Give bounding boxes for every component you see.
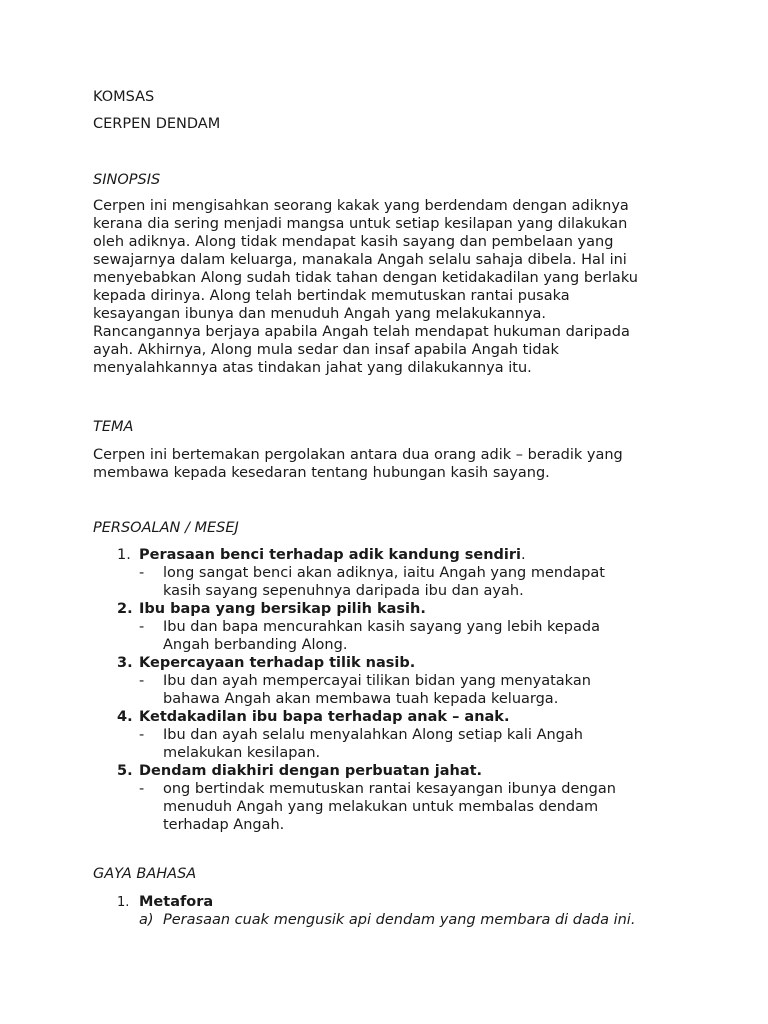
detail-line: ong bertindak memutuskan rantai kesayangan ibunya dengan — [163, 781, 616, 797]
gaya-bahasa-heading: GAYA BAHASA — [93, 866, 197, 882]
detail-line: Ibu dan bapa mencurahkan kasih sayang yang lebih kepada — [163, 619, 600, 635]
sinopsis-line: kerana dia sering menjadi mangsa untuk setiap kesilapan yang dilakukan — [93, 216, 628, 232]
dash-bullet: - — [139, 619, 145, 635]
list-item-title — [93, 546, 683, 564]
list-item — [93, 762, 683, 834]
example-text: Perasaan cuak mengusik api dendam yang membara di dada ini. — [163, 912, 636, 928]
list-item-title — [93, 762, 683, 780]
list-item-heading: Kepercayaan terhadap tilik nasib. — [139, 655, 416, 671]
detail-line: kasih sayang sepenuhnya daripada ibu dan ayah. — [163, 583, 524, 599]
list-item — [93, 600, 683, 654]
list-item-detail — [93, 672, 683, 708]
detail-line: Ibu dan ayah mempercayai tilikan bidan yang menyatakan — [163, 673, 591, 689]
list-item — [93, 654, 683, 708]
list-number: 4. — [117, 709, 133, 725]
list-item-heading: Ibu bapa yang bersikap pilih kasih. — [139, 601, 426, 617]
detail-line: melakukan kesilapan. — [163, 745, 321, 761]
sinopsis-heading: SINOPSIS — [93, 172, 161, 188]
dash-bullet: - — [139, 781, 145, 797]
tema-line: Cerpen ini bertemakan pergolakan antara dua orang adik – beradik yang — [93, 447, 623, 463]
detail-line: long sangat benci akan adiknya, iaitu Angah yang mendapat — [163, 565, 605, 581]
list-number: 1. — [117, 895, 130, 910]
list-item-heading: Ketdakadilan ibu bapa terhadap anak – anak. — [139, 709, 510, 725]
dash-bullet: - — [139, 673, 145, 689]
document-title: CERPEN DENDAM — [93, 116, 221, 132]
tema-line: membawa kepada kesedaran tentang hubungan kasih sayang. — [93, 465, 550, 481]
dash-bullet: - — [139, 565, 145, 581]
persoalan-heading: PERSOALAN / MESEJ — [93, 520, 239, 536]
list-number: 5. — [117, 763, 133, 779]
sinopsis-line: Cerpen ini mengisahkan seorang kakak yang berdendam dengan adiknya — [93, 198, 629, 214]
list-item-detail — [93, 780, 683, 834]
tema-paragraph — [93, 446, 683, 482]
list-item-title — [93, 654, 683, 672]
persoalan-list — [93, 546, 683, 834]
sinopsis-line: Rancangannya berjaya apabila Angah telah mendapat hukuman daripada — [93, 324, 630, 340]
gaya-item-title — [93, 893, 693, 911]
detail-line: Ibu dan ayah selalu menyalahkan Along setiap kali Angah — [163, 727, 583, 743]
list-item-title — [93, 708, 683, 726]
sinopsis-line: kesayangan ibunya dan menuduh Angah yang melakukannya. — [93, 306, 547, 322]
example-letter: a) — [139, 912, 154, 928]
detail-line: terhadap Angah. — [163, 817, 285, 833]
list-item — [93, 546, 683, 600]
list-item-title — [93, 600, 683, 618]
list-item-detail — [93, 564, 683, 600]
list-item-detail — [93, 726, 683, 762]
list-number: 3. — [117, 655, 133, 671]
sinopsis-line: ayah. Akhirnya, Along mula sedar dan insaf apabila Angah tidak — [93, 342, 559, 358]
sinopsis-paragraph — [93, 197, 683, 377]
sinopsis-line: menyalahkannya atas tindakan jahat yang dilakukannya itu. — [93, 360, 532, 376]
sinopsis-line: menyebabkan Along sudah tidak tahan dengan ketidakadilan yang berlaku — [93, 270, 638, 286]
list-item-suffix: . — [521, 547, 526, 563]
sinopsis-line: sewajarnya dalam keluarga, manakala Angah selalu sahaja dibela. Hal ini — [93, 252, 627, 268]
list-number: 1. — [117, 547, 131, 563]
list-number: 2. — [117, 601, 133, 617]
list-item-detail — [93, 618, 683, 654]
list-item-heading: Perasaan benci terhadap adik kandung sendiri — [139, 547, 522, 563]
list-item — [93, 708, 683, 762]
komsas-label: KOMSAS — [93, 89, 155, 105]
sinopsis-line: oleh adiknya. Along tidak mendapat kasih sayang dan pembelaan yang — [93, 234, 614, 250]
detail-line: bahawa Angah akan membawa tuah kepada keluarga. — [163, 691, 559, 707]
gaya-bahasa-list — [93, 893, 693, 929]
list-item-heading: Dendam diakhiri dengan perbuatan jahat. — [139, 763, 483, 779]
detail-line: menuduh Angah yang melakukan untuk membalas dendam — [163, 799, 599, 815]
dash-bullet: - — [139, 727, 145, 743]
detail-line: Angah berbanding Along. — [163, 637, 348, 653]
sinopsis-line: kepada dirinya. Along telah bertindak memutuskan rantai pusaka — [93, 288, 570, 304]
gaya-example — [93, 911, 693, 929]
tema-heading: TEMA — [93, 419, 134, 435]
gaya-item-heading: Metafora — [139, 894, 214, 910]
